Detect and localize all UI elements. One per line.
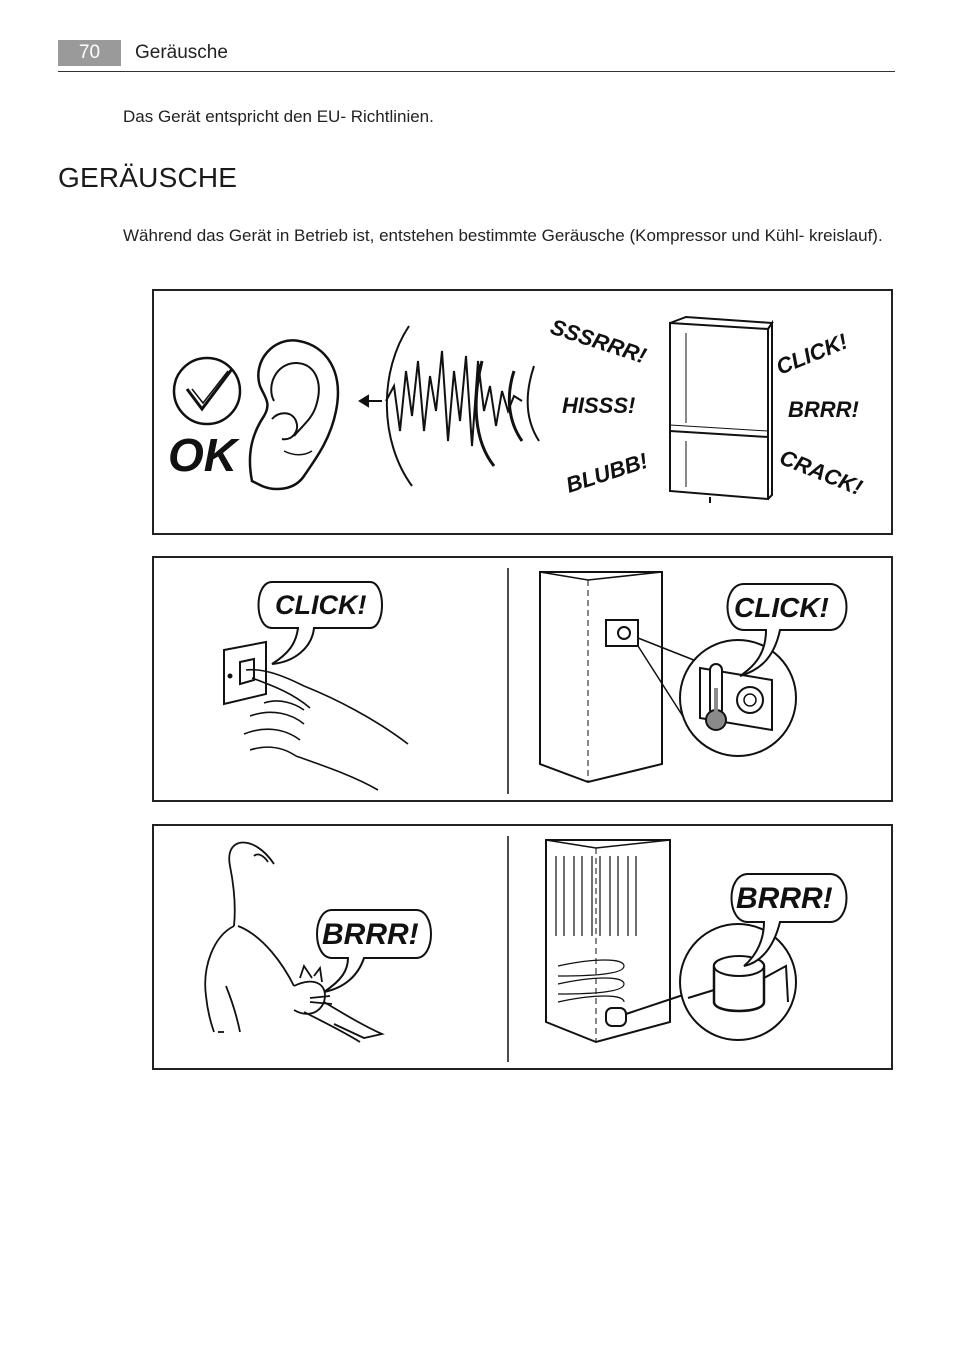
checkmark-icon bbox=[174, 358, 240, 424]
section-title: GERÄUSCHE bbox=[58, 162, 238, 193]
sound-brrr: BRRR! bbox=[788, 397, 859, 422]
thermostat-icon bbox=[680, 640, 796, 756]
header-rule bbox=[58, 71, 895, 72]
sound-click: CLICK! bbox=[772, 328, 851, 380]
sound-sssrrr: SSSRRR! bbox=[547, 313, 650, 369]
illustration-panel-noises bbox=[152, 289, 893, 535]
brrr-illustration bbox=[154, 826, 895, 1072]
ear-icon bbox=[250, 340, 338, 489]
sound-wave-icon bbox=[360, 326, 539, 486]
sound-crack: CRACK! bbox=[776, 444, 866, 501]
illustration-panel-brrr bbox=[152, 824, 893, 1070]
ok-label: OK bbox=[168, 429, 237, 481]
sound-hisss: HISSS! bbox=[562, 393, 636, 418]
noises-illustration bbox=[154, 291, 895, 537]
fridge-back-icon bbox=[546, 840, 686, 1042]
fridge-icon bbox=[670, 317, 772, 503]
illustration-panel-click bbox=[152, 556, 893, 802]
sound-blubb: BLUBB! bbox=[562, 447, 651, 498]
speech-bubble-left bbox=[317, 910, 431, 992]
click-label-left: CLICK! bbox=[275, 590, 367, 620]
compressor-icon bbox=[680, 924, 796, 1040]
section-paragraph: Während das Gerät in Betrieb ist, entstehen bestimmte Geräusche (Kompressor und Kühl- kreislauf). bbox=[123, 226, 883, 245]
running-title: Geräusche bbox=[135, 42, 228, 63]
click-label-right: CLICK! bbox=[734, 592, 829, 623]
intro-text: Das Gerät entspricht den EU- Richtlinien. bbox=[123, 107, 434, 126]
brrr-label-left: BRRR! bbox=[322, 918, 419, 951]
brrr-label-right: BRRR! bbox=[736, 882, 833, 915]
click-illustration bbox=[154, 558, 895, 804]
light-switch-icon bbox=[224, 642, 266, 704]
speech-bubble-left bbox=[259, 582, 383, 664]
page-number: 70 bbox=[58, 40, 121, 66]
hand-icon bbox=[244, 670, 408, 790]
